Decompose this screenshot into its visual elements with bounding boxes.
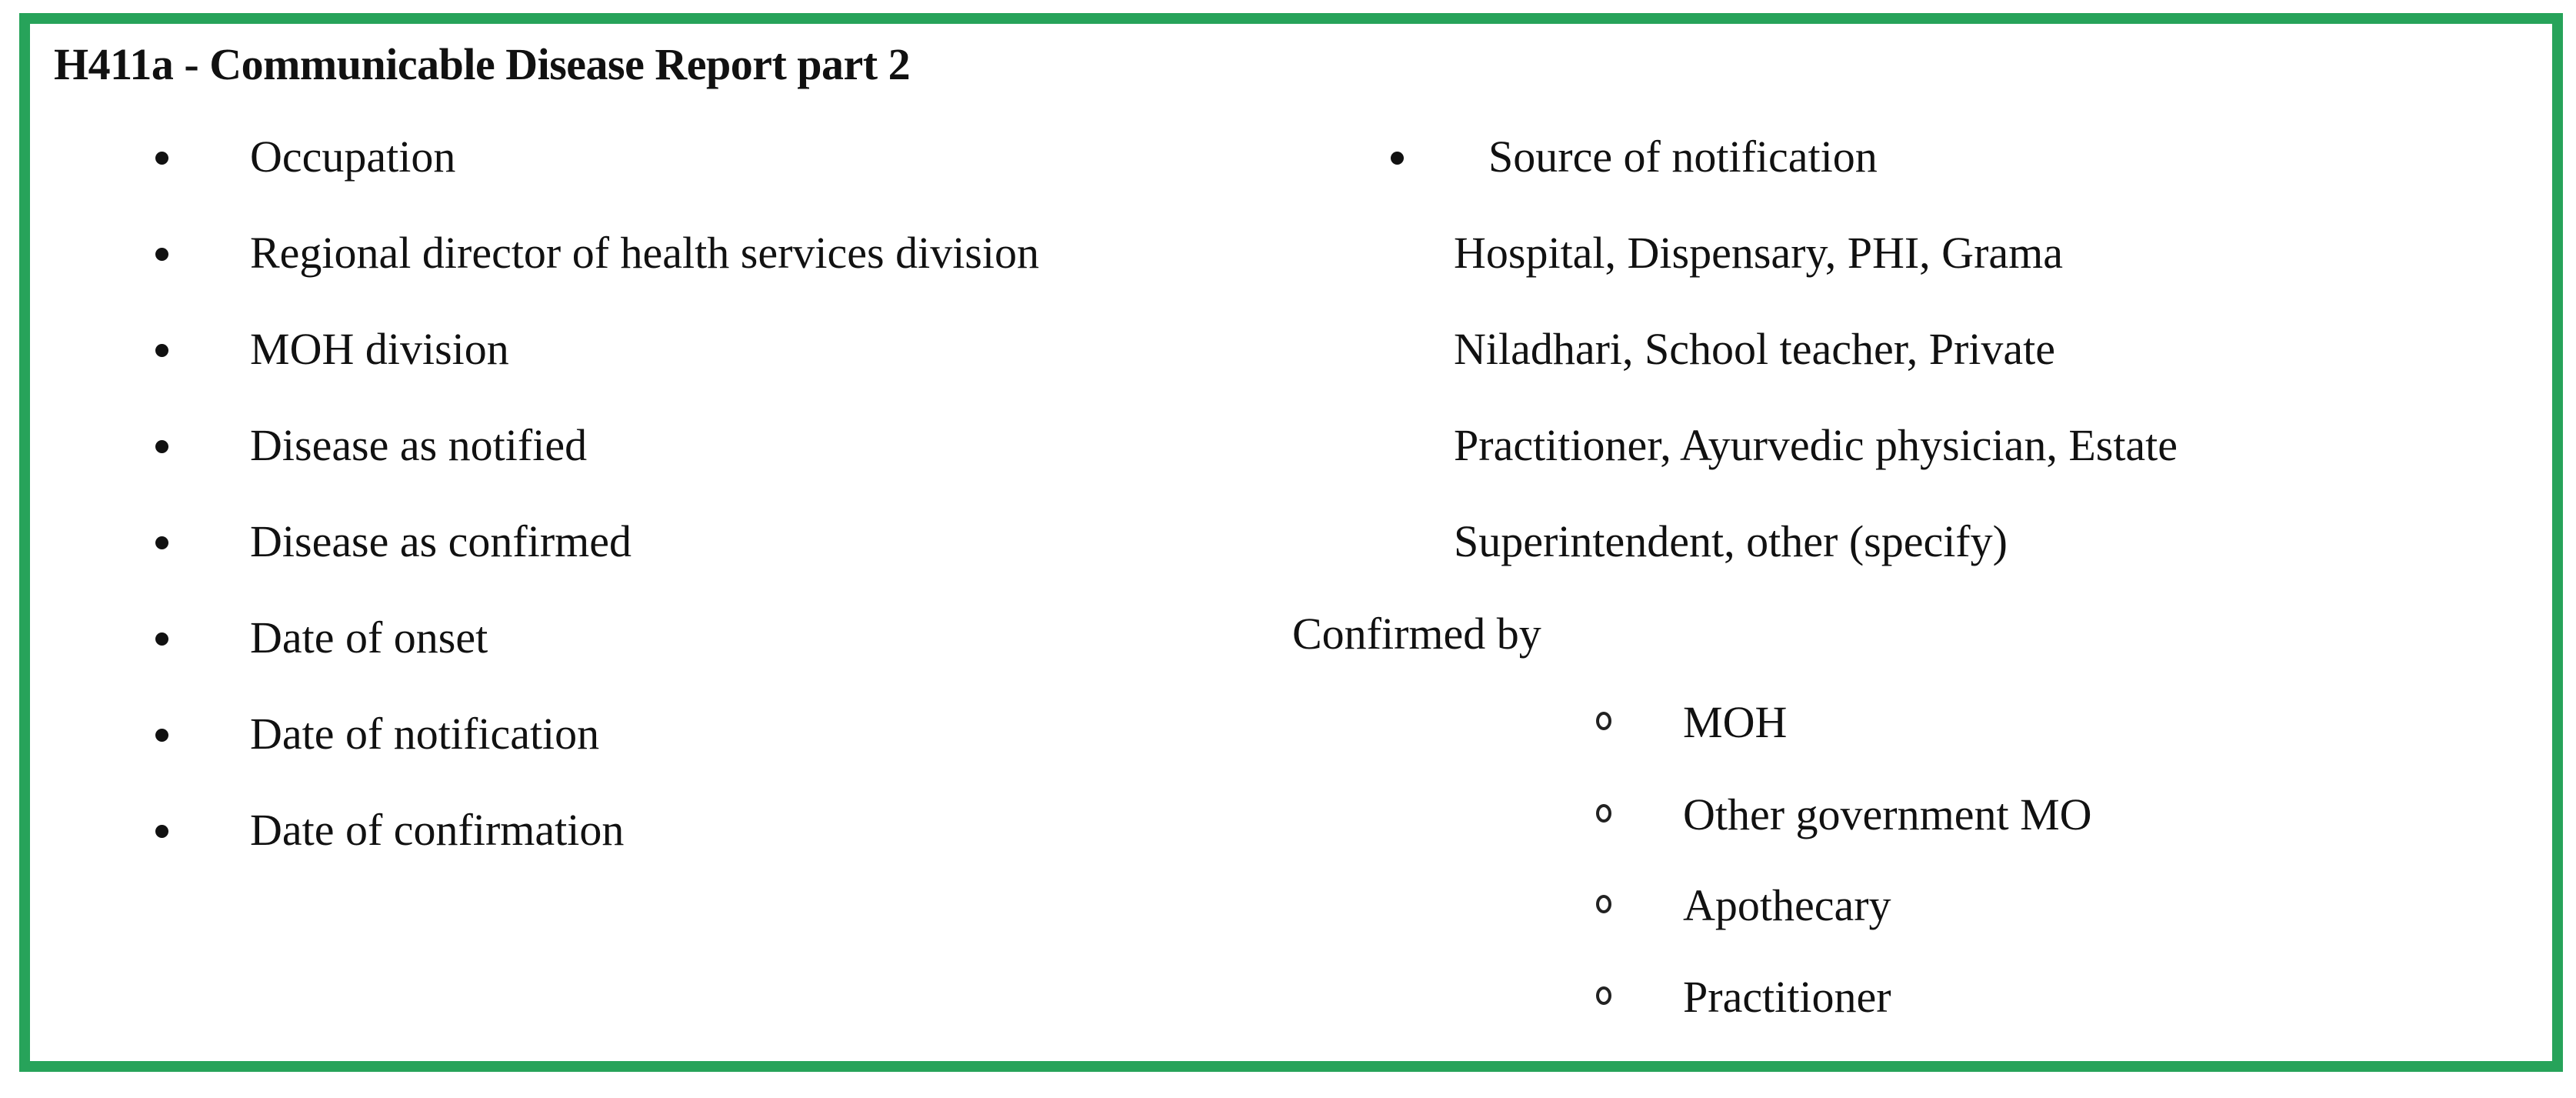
confirmed-by-item-apothecary: Apothecary <box>1683 880 1891 930</box>
source-detail-line: Practitioner, Ayurvedic physician, Estate <box>1454 420 2178 470</box>
document-title: H411a - Communicable Disease Report part 2 <box>54 39 911 89</box>
bullet-icon <box>155 536 168 549</box>
bullet-icon <box>155 632 168 646</box>
bullet-icon <box>155 825 168 838</box>
hollow-bullet-icon <box>1596 712 1611 730</box>
list-item-disease-confirmed: Disease as confirmed <box>250 516 632 566</box>
bullet-icon <box>155 152 168 165</box>
list-item-moh-division: MOH division <box>250 324 509 374</box>
hollow-bullet-icon <box>1596 895 1611 913</box>
source-detail-line: Hospital, Dispensary, PHI, Grama <box>1454 228 2063 278</box>
list-item-disease-notified: Disease as notified <box>250 420 588 470</box>
hollow-bullet-icon <box>1596 804 1611 823</box>
bullet-icon <box>155 440 168 453</box>
confirmed-by-item-other-gov-mo: Other government MO <box>1683 789 2092 839</box>
source-detail-line: Superintendent, other (specify) <box>1454 516 2008 566</box>
confirmed-by-item-moh: MOH <box>1683 697 1788 747</box>
bullet-icon <box>155 344 168 357</box>
list-item-regional-director: Regional director of health services division <box>250 228 1039 278</box>
hollow-bullet-icon <box>1596 986 1611 1005</box>
list-item-date-onset: Date of onset <box>250 612 488 662</box>
list-item-source-of-notification: Source of notification <box>1488 132 1878 182</box>
list-item-occupation: Occupation <box>250 132 456 182</box>
list-item-date-confirmation: Date of confirmation <box>250 805 625 855</box>
bullet-icon <box>1391 152 1404 165</box>
bullet-icon <box>155 729 168 742</box>
confirmed-by-label: Confirmed by <box>1292 609 1541 659</box>
confirmed-by-item-practitioner: Practitioner <box>1683 972 1891 1022</box>
bullet-icon <box>155 248 168 261</box>
list-item-date-notification: Date of notification <box>250 709 600 759</box>
source-detail-line: Niladhari, School teacher, Private <box>1454 324 2056 374</box>
